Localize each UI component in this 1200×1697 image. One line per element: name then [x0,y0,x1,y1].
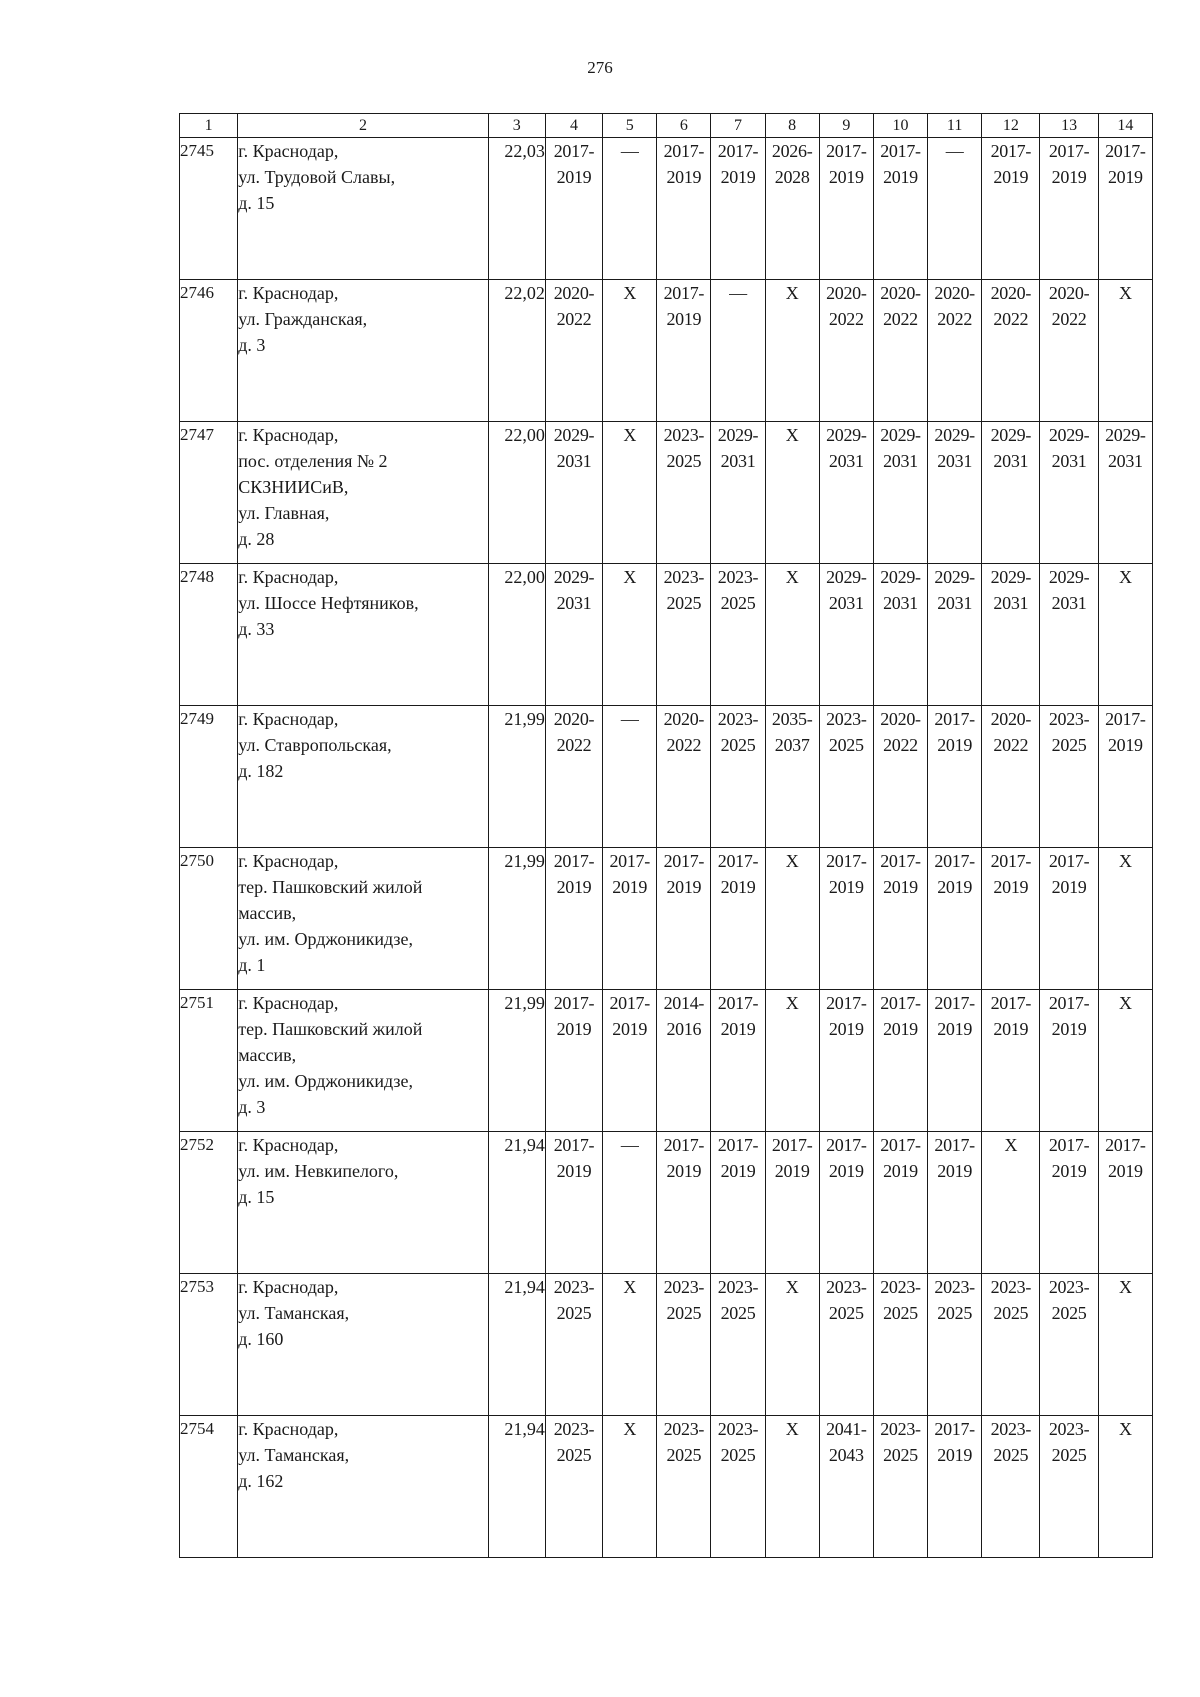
period-cell: — [711,280,765,422]
period-cell: X [1098,280,1152,422]
period-cell: 2017- 2019 [873,848,927,990]
address-cell: г. Краснодар, ул. Гражданская, д. 3 [238,280,488,422]
period-cell: 2020- 2022 [819,280,873,422]
period-cell: 2023- 2025 [711,1274,765,1416]
period-cell: X [765,564,819,706]
row-number: 2746 [180,280,238,422]
period-cell: 2017- 2019 [657,848,711,990]
period-cell: 2023- 2025 [657,564,711,706]
period-cell: 2017- 2019 [928,1416,982,1558]
value-cell: 22,00 [488,422,545,564]
period-cell: 2029- 2031 [873,564,927,706]
period-cell: X [1098,1416,1152,1558]
period-cell: 2017- 2019 [928,706,982,848]
period-cell: 2023- 2025 [1040,1274,1098,1416]
period-cell: 2023- 2025 [819,1274,873,1416]
address-cell: г. Краснодар, ул. Трудовой Славы, д. 15 [238,138,488,280]
period-cell: 2023- 2025 [928,1274,982,1416]
column-header: 8 [765,114,819,138]
period-cell: 2017- 2019 [545,848,602,990]
period-cell: 2017- 2019 [819,1132,873,1274]
period-cell: 2017- 2019 [982,848,1040,990]
period-cell: X [603,422,657,564]
value-cell: 21,94 [488,1416,545,1558]
row-number: 2754 [180,1416,238,1558]
period-cell: — [603,706,657,848]
row-number: 2748 [180,564,238,706]
period-cell: 2041- 2043 [819,1416,873,1558]
period-cell: 2017- 2019 [545,138,602,280]
period-cell: 2023- 2025 [711,564,765,706]
table-row [180,1274,1153,1416]
period-cell: 2029- 2031 [1040,564,1098,706]
period-cell: 2017- 2019 [819,990,873,1132]
row-number: 2750 [180,848,238,990]
address-cell: г. Краснодар, ул. Ставропольская, д. 182 [238,706,488,848]
period-cell: X [765,990,819,1132]
value-cell: 21,99 [488,848,545,990]
period-cell: 2017- 2019 [928,1132,982,1274]
period-cell: 2017- 2019 [603,848,657,990]
period-cell: 2029- 2031 [928,422,982,564]
period-cell: 2017- 2019 [928,990,982,1132]
period-cell: 2017- 2019 [657,280,711,422]
period-cell: 2023- 2025 [982,1416,1040,1558]
period-cell: 2029- 2031 [819,422,873,564]
column-header: 13 [1040,114,1098,138]
period-cell: 2023- 2025 [657,1274,711,1416]
period-cell: X [1098,564,1152,706]
period-cell: — [603,138,657,280]
period-cell: 2035- 2037 [765,706,819,848]
period-cell: X [1098,1274,1152,1416]
period-cell: 2023- 2025 [545,1416,602,1558]
period-cell: 2023- 2025 [819,706,873,848]
period-cell: 2029- 2031 [928,564,982,706]
column-header: 4 [545,114,602,138]
row-number: 2752 [180,1132,238,1274]
period-cell: 2023- 2025 [711,706,765,848]
period-cell: X [765,280,819,422]
period-cell: 2023- 2025 [657,1416,711,1558]
value-cell: 22,02 [488,280,545,422]
column-header: 2 [238,114,488,138]
column-header: 5 [603,114,657,138]
address-cell: г. Краснодар, ул. Таманская, д. 162 [238,1416,488,1558]
period-cell: 2023- 2025 [873,1416,927,1558]
table-row [180,280,1153,422]
page-number: 276 [587,58,613,77]
period-cell: X [765,422,819,564]
period-cell: 2017- 2019 [545,990,602,1132]
period-cell: X [603,564,657,706]
row-number: 2745 [180,138,238,280]
period-cell: 2017- 2019 [873,138,927,280]
period-cell: X [603,1274,657,1416]
column-header: 14 [1098,114,1152,138]
period-cell: X [765,1274,819,1416]
table-row [180,1132,1153,1274]
registry-table [179,113,1153,1558]
table-row [180,564,1153,706]
period-cell: — [603,1132,657,1274]
period-cell: 2017- 2019 [603,990,657,1132]
period-cell: 2017- 2019 [873,1132,927,1274]
period-cell: X [603,280,657,422]
period-cell: 2023- 2025 [545,1274,602,1416]
column-header: 11 [928,114,982,138]
value-cell: 21,94 [488,1132,545,1274]
period-cell: 2017- 2019 [1040,848,1098,990]
period-cell: 2017- 2019 [1040,138,1098,280]
value-cell: 21,99 [488,990,545,1132]
period-cell: 2020- 2022 [873,280,927,422]
period-cell: 2029- 2031 [982,422,1040,564]
period-cell: 2017- 2019 [982,990,1040,1132]
table-body [180,138,1153,1558]
period-cell: 2017- 2019 [711,138,765,280]
period-cell: 2020- 2022 [1040,280,1098,422]
period-cell: 2017- 2019 [765,1132,819,1274]
period-cell: 2017- 2019 [1098,1132,1152,1274]
column-header: 9 [819,114,873,138]
period-cell: X [982,1132,1040,1274]
period-cell: 2017- 2019 [657,1132,711,1274]
table-row [180,1416,1153,1558]
period-cell: 2014- 2016 [657,990,711,1132]
period-cell: 2029- 2031 [1098,422,1152,564]
period-cell: 2029- 2031 [819,564,873,706]
period-cell: 2017- 2019 [711,1132,765,1274]
period-cell: 2017- 2019 [819,138,873,280]
column-header: 10 [873,114,927,138]
period-cell: 2029- 2031 [873,422,927,564]
period-cell: 2017- 2019 [711,848,765,990]
period-cell: 2017- 2019 [545,1132,602,1274]
column-header: 7 [711,114,765,138]
row-number: 2753 [180,1274,238,1416]
address-cell: г. Краснодар, ул. Шоссе Нефтяников, д. 33 [238,564,488,706]
period-cell: — [928,138,982,280]
period-cell: 2029- 2031 [1040,422,1098,564]
value-cell: 21,94 [488,1274,545,1416]
period-cell: 2020- 2022 [928,280,982,422]
column-header: 1 [180,114,238,138]
address-cell: г. Краснодар, ул. им. Невкипелого, д. 15 [238,1132,488,1274]
row-number: 2751 [180,990,238,1132]
address-cell: г. Краснодар, тер. Пашковский жилой массив, ул. им. Орджоникидзе, д. 3 [238,990,488,1132]
period-cell: 2017- 2019 [982,138,1040,280]
period-cell: 2017- 2019 [1098,706,1152,848]
period-cell: 2020- 2022 [657,706,711,848]
value-cell: 22,00 [488,564,545,706]
period-cell: 2020- 2022 [982,706,1040,848]
period-cell: 2017- 2019 [873,990,927,1132]
address-cell: г. Краснодар, ул. Таманская, д. 160 [238,1274,488,1416]
period-cell: 2023- 2025 [982,1274,1040,1416]
period-cell: 2017- 2019 [1098,138,1152,280]
period-cell: 2020- 2022 [545,706,602,848]
period-cell: 2029- 2031 [545,564,602,706]
period-cell: 2017- 2019 [711,990,765,1132]
period-cell: 2023- 2025 [873,1274,927,1416]
period-cell: 2029- 2031 [711,422,765,564]
period-cell: 2017- 2019 [657,138,711,280]
period-cell: 2020- 2022 [545,280,602,422]
period-cell: 2017- 2019 [928,848,982,990]
table-row [180,848,1153,990]
column-header: 12 [982,114,1040,138]
period-cell: 2029- 2031 [545,422,602,564]
period-cell: 2023- 2025 [657,422,711,564]
period-cell: 2023- 2025 [1040,1416,1098,1558]
period-cell: 2023- 2025 [711,1416,765,1558]
period-cell: 2023- 2025 [1040,706,1098,848]
row-number: 2749 [180,706,238,848]
table-row [180,138,1153,280]
period-cell: X [765,1416,819,1558]
period-cell: X [1098,848,1152,990]
period-cell: 2029- 2031 [982,564,1040,706]
address-cell: г. Краснодар, пос. отделения № 2 СКЗНИИСиВ, ул. Главная, д. 28 [238,422,488,564]
period-cell: 2020- 2022 [982,280,1040,422]
table-row [180,990,1153,1132]
period-cell: 2017- 2019 [1040,990,1098,1132]
period-cell: X [765,848,819,990]
period-cell: 2026- 2028 [765,138,819,280]
period-cell: X [1098,990,1152,1132]
row-number: 2747 [180,422,238,564]
period-cell: 2020- 2022 [873,706,927,848]
table-row [180,706,1153,848]
table-row [180,422,1153,564]
header-row [180,114,1153,138]
column-header: 3 [488,114,545,138]
period-cell: 2017- 2019 [819,848,873,990]
value-cell: 21,99 [488,706,545,848]
address-cell: г. Краснодар, тер. Пашковский жилой массив, ул. им. Орджоникидзе, д. 1 [238,848,488,990]
period-cell: 2017- 2019 [1040,1132,1098,1274]
period-cell: X [603,1416,657,1558]
column-header: 6 [657,114,711,138]
value-cell: 22,03 [488,138,545,280]
